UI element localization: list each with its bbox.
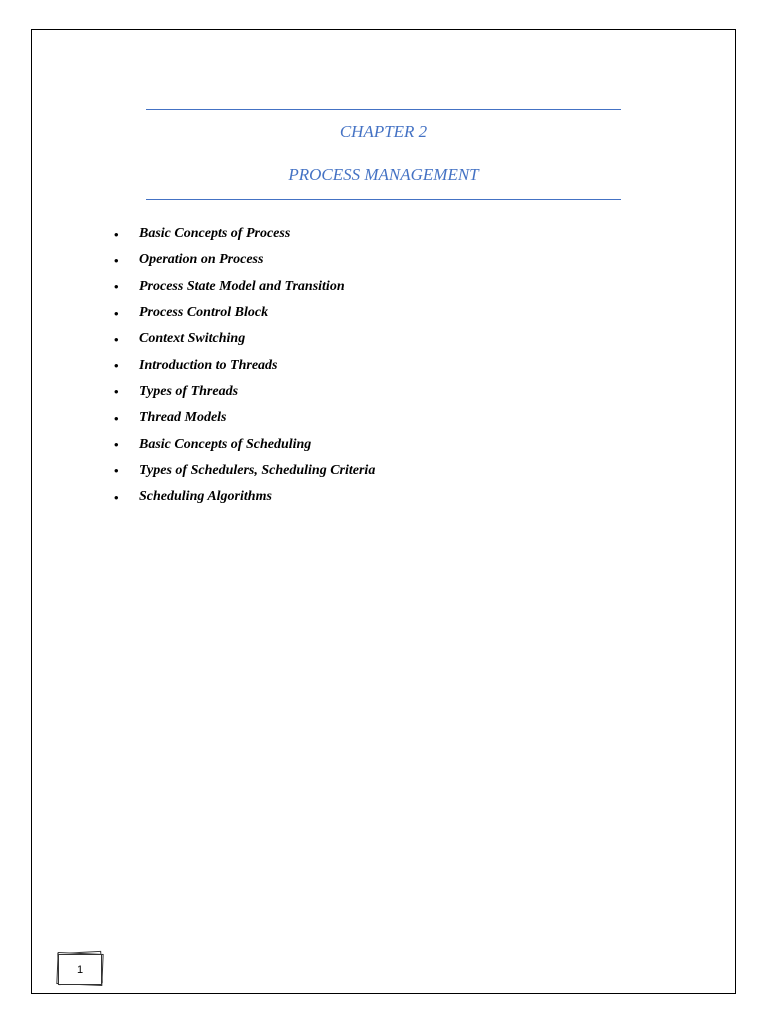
bullet-icon: • [114, 384, 119, 400]
bullet-icon: • [114, 358, 119, 374]
topic-item [114, 484, 375, 510]
topic-item [114, 326, 375, 352]
page-number-box [56, 952, 104, 986]
topic-item [114, 352, 375, 378]
topic-label: Process Control Block [139, 305, 269, 321]
topic-label: Process State Model and Transition [139, 278, 345, 294]
page-number: 1 [76, 963, 84, 976]
chapter-number: CHAPTER 2 [339, 122, 428, 141]
topic-item [114, 379, 375, 405]
topic-item [114, 458, 375, 484]
topic-item [114, 247, 375, 273]
topic-label: Basic Concepts of Process [139, 226, 291, 242]
topic-label: Operation on Process [139, 252, 264, 268]
topic-label: Thread Models [139, 410, 227, 426]
bullet-icon: • [114, 305, 119, 321]
topic-label: Types of Threads [139, 383, 239, 399]
bullet-icon: • [114, 331, 119, 347]
bullet-icon: • [114, 410, 119, 426]
topic-item [114, 431, 375, 457]
header-top-rule [146, 109, 621, 110]
topic-item [114, 274, 375, 300]
topic-list [114, 221, 375, 510]
bullet-icon: • [114, 279, 119, 295]
chapter-title: PROCESS MANAGEMENT [288, 165, 479, 184]
header-bottom-rule [146, 199, 621, 200]
topic-label: Introduction to Threads [139, 357, 278, 373]
topic-label: Types of Schedulers, Scheduling Criteria [139, 462, 376, 478]
topic-item [114, 221, 375, 247]
topic-label: Basic Concepts of Scheduling [139, 436, 312, 452]
topic-label: Scheduling Algorithms [139, 489, 272, 505]
bullet-icon: • [114, 226, 119, 242]
bullet-icon: • [114, 437, 119, 453]
bullet-icon: • [114, 252, 119, 268]
topic-item [114, 300, 375, 326]
topic-item [114, 405, 375, 431]
topic-label: Context Switching [139, 331, 246, 347]
bullet-icon: • [114, 463, 119, 479]
bullet-icon: • [114, 489, 119, 505]
